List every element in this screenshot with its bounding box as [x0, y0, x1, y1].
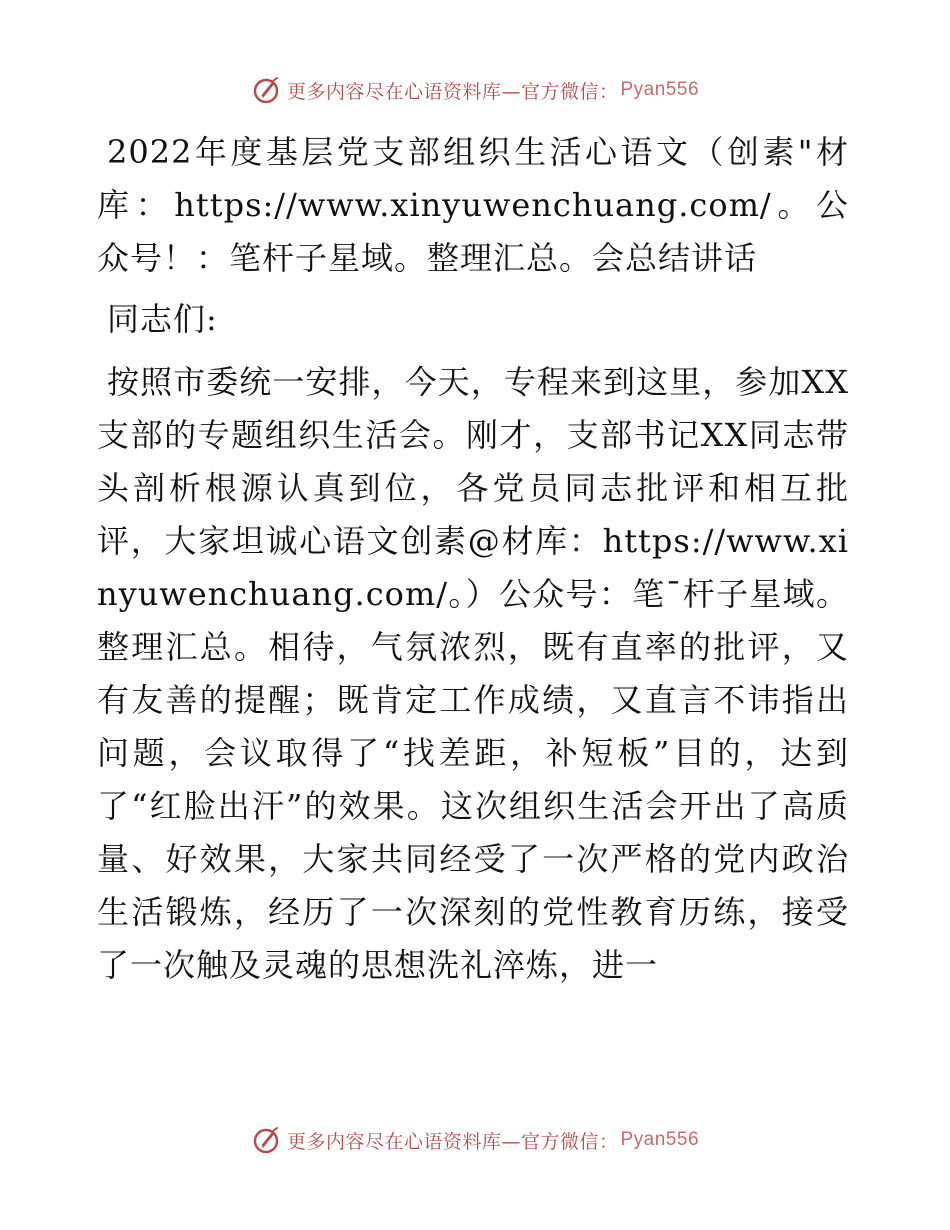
- quill-seal-icon: [251, 75, 281, 105]
- watermark-text: 更多内容尽在心语资料库—官方微信：: [286, 80, 619, 103]
- watermark-text: 更多内容尽在心语资料库—官方微信：: [286, 1130, 619, 1153]
- greeting: 同志们:: [107, 300, 218, 338]
- quill-seal-icon: [251, 1125, 281, 1155]
- watermark-wechat-id: Pyan556: [620, 1129, 700, 1150]
- header-watermark: [0, 70, 950, 110]
- footer-watermark: [0, 1120, 950, 1160]
- document-title: 2022年度基层党支部组织生活心语文（创素"材库：https://www.xinyuwenchuang.com/。公众号！：笔杆子星域。整理汇总。会总结讲话: [97, 133, 849, 277]
- document-body: [97, 126, 849, 992]
- body-paragraph: 按照市委统一安排，今天，专程来到这里，参加XX支部的专题组织生活会。刚才，支部书记XX同志带头剖析根源认真到位，各党员同志批评和相互批评，大家坦诚心语文创素@材库：https://www.xinyuwenchuang.com/。）公众号：笔¯杆子星域。整理汇总。相待，气氛浓烈，既有直率的批评，又有友善的提醒；既肯定工作成绩，又直言不讳指出问题，会议取得了“找差距，补短板”目的，达到了“红脸出汗”的效果。这次组织生活会开出了高质量、好效果，大家共同经受了一次严格的党内政治生活锻炼，经历了一次深刻的党性教育历练，接受了一次触及灵魂的思想洗礼淬炼，进一: [97, 363, 849, 984]
- watermark-wechat-id: Pyan556: [620, 79, 700, 100]
